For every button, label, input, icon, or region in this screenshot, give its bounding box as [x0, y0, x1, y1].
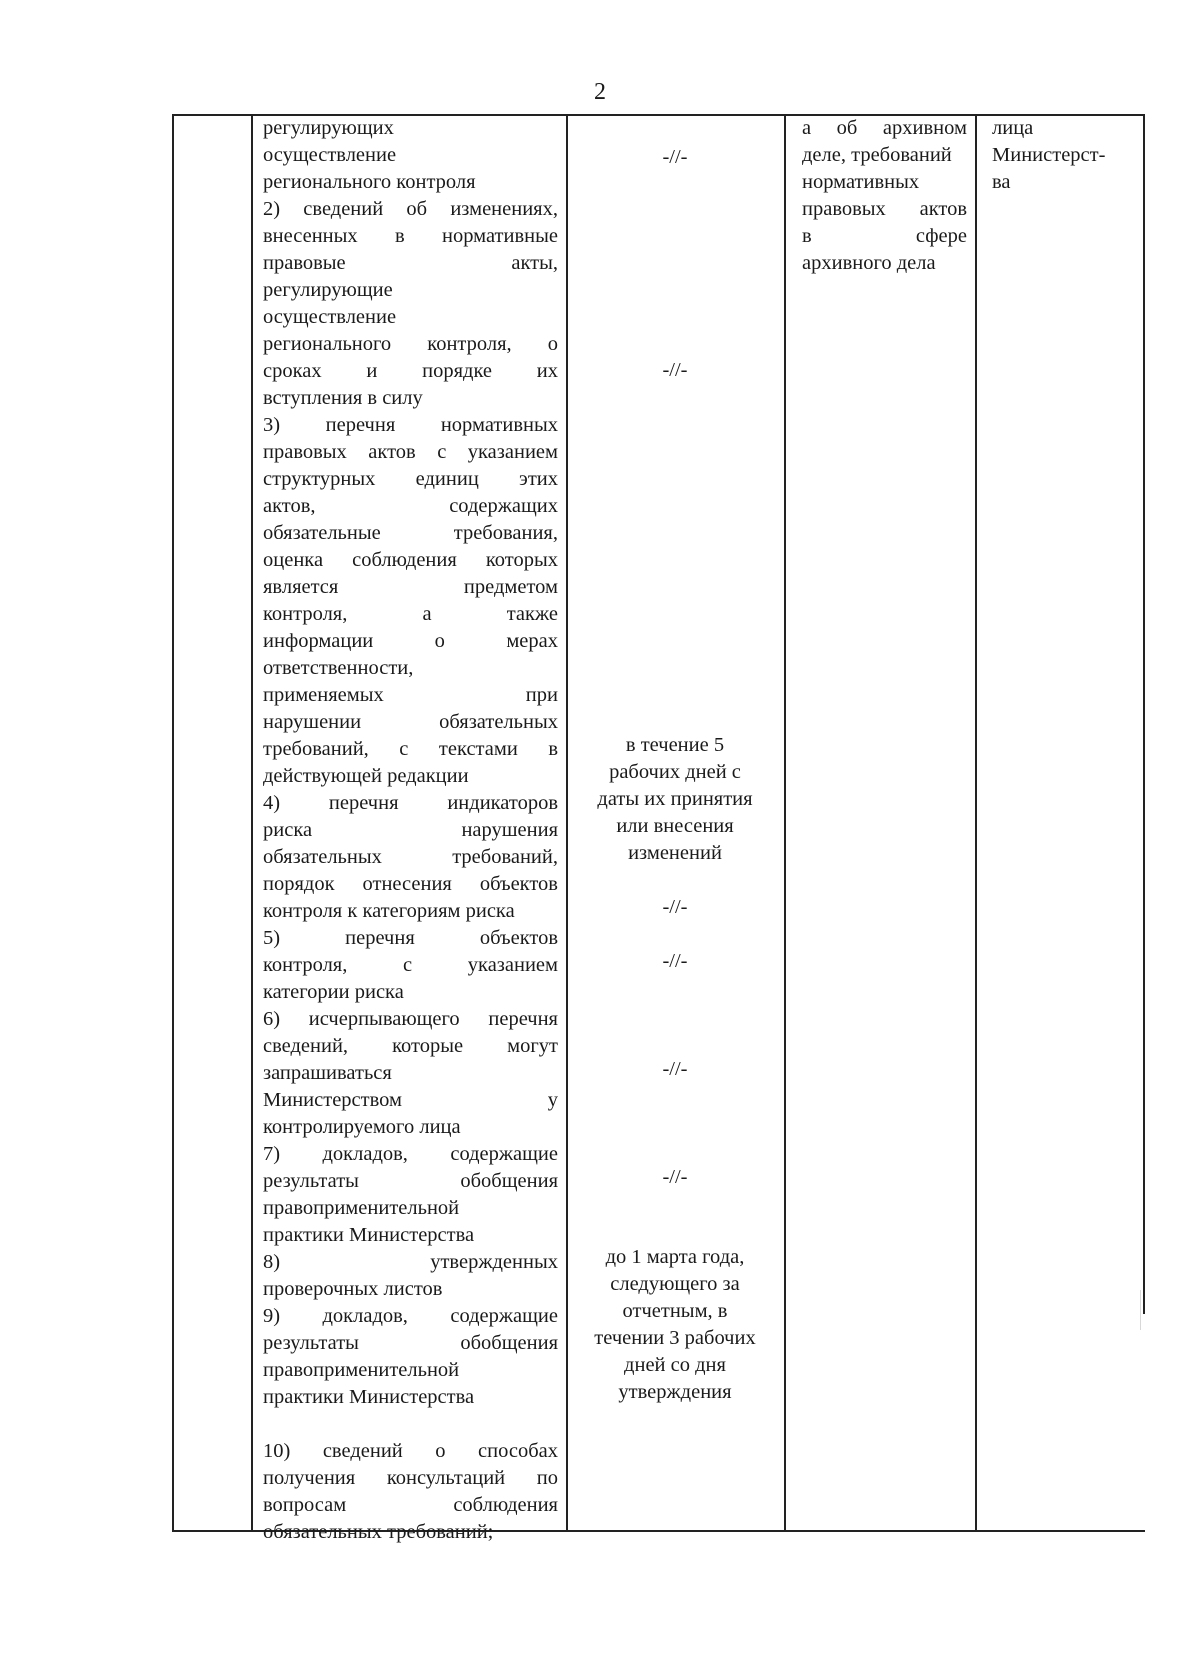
list-line: вопросам соблюдения — [263, 1494, 558, 1516]
list-line: получения консультаций по — [263, 1467, 558, 1489]
list-line: Министерством у — [263, 1089, 558, 1111]
deadline-line: отчетным, в — [622, 1300, 728, 1322]
list-line: правоприменительной — [263, 1359, 460, 1381]
column-4-line: архивного дела — [802, 252, 936, 274]
list-line: осуществление — [263, 144, 397, 166]
deadline-line: в течение 5 — [625, 734, 725, 756]
list-line: 6) исчерпывающего перечня — [263, 1008, 558, 1030]
list-line — [263, 1411, 558, 1438]
ditto-mark: -//- — [662, 359, 688, 381]
deadline-line: до 1 марта года, — [605, 1246, 745, 1268]
list-line: риска нарушения — [263, 819, 558, 841]
list-line: информации о мерах — [263, 630, 558, 652]
list-line: категории риска — [263, 981, 404, 1003]
column-divider-3 — [784, 114, 786, 1531]
deadline-line: или внесения — [616, 815, 734, 837]
list-line: порядок отнесения объектов — [263, 873, 558, 895]
column-5-text — [992, 115, 1137, 196]
list-line: запрашиваться — [263, 1062, 392, 1084]
deadline-line: течении 3 рабочих — [594, 1327, 756, 1349]
list-line: 2) сведений об изменениях, — [263, 198, 558, 220]
list-line: действующей редакции — [263, 765, 469, 787]
column-2-text — [263, 115, 558, 1546]
list-line: обязательных требований, — [263, 846, 558, 868]
list-line: является предметом — [263, 576, 558, 598]
column-divider-4 — [975, 114, 977, 1531]
column-divider-2 — [566, 114, 568, 1531]
deadline-line: даты их принятия — [597, 788, 753, 810]
list-line: регулирующих — [263, 117, 394, 139]
list-line: правовые акты, — [263, 252, 558, 274]
list-line: обязательные требования, — [263, 522, 558, 544]
list-line: 10) сведений о способах — [263, 1440, 558, 1462]
list-line: ответственности, — [263, 657, 414, 679]
column-4-line: правовых актов — [802, 198, 967, 220]
list-line: требований, с текстами в — [263, 738, 558, 760]
list-line: осуществление — [263, 306, 397, 328]
column-5-line: ва — [992, 171, 1011, 193]
ditto-mark: -//- — [662, 1166, 688, 1188]
list-line: проверочных листов — [263, 1278, 443, 1300]
list-line: 9) докладов, содержащие — [263, 1305, 558, 1327]
column-4-line: нормативных — [802, 171, 920, 193]
list-line: контроля, с указанием — [263, 954, 558, 976]
list-line: обязательных требований; — [263, 1521, 494, 1543]
list-line: 7) докладов, содержащие — [263, 1143, 558, 1165]
list-line: 4) перечня индикаторов — [263, 792, 558, 814]
ditto-mark: -//- — [662, 896, 688, 918]
column-divider-1 — [251, 114, 253, 1531]
deadline-line: рабочих дней с — [609, 761, 741, 783]
list-line: сведений, которые могут — [263, 1035, 558, 1057]
column-4-text — [802, 115, 967, 277]
ditto-mark: -//- — [662, 1058, 688, 1080]
deadline-line: следующего за — [610, 1273, 740, 1295]
list-line: 8) утвержденных — [263, 1251, 558, 1273]
column-4-line: а об архивном — [802, 117, 967, 139]
list-line: контролируемого лица — [263, 1116, 461, 1138]
deadline-five-days — [575, 732, 775, 867]
list-line: регионального контроля, о — [263, 333, 558, 355]
list-line: актов, содержащих — [263, 495, 558, 517]
column-5-line: лица — [992, 117, 1034, 139]
ditto-mark: -//- — [662, 146, 688, 168]
list-line: 3) перечня нормативных — [263, 414, 558, 436]
deadline-line: дней со дня — [624, 1354, 726, 1376]
list-line: практики Министерства — [263, 1386, 475, 1408]
deadline-line: изменений — [628, 842, 722, 864]
list-line: нарушении обязательных — [263, 711, 558, 733]
list-line: контроля к категориям риска — [263, 900, 515, 922]
column-4-line: в сфере — [802, 225, 967, 247]
list-line: оценка соблюдения которых — [263, 549, 558, 571]
list-line: практики Министерства — [263, 1224, 475, 1246]
ditto-mark: -//- — [662, 950, 688, 972]
list-line: результаты обобщения — [263, 1170, 558, 1192]
list-line: внесенных в нормативные — [263, 225, 558, 247]
list-line: структурных единиц этих — [263, 468, 558, 490]
table-border-right — [1143, 114, 1145, 1314]
list-line: регулирующие — [263, 279, 393, 301]
list-line: правоприменительной — [263, 1197, 460, 1219]
table-border-left — [172, 114, 174, 1531]
scan-artifact-line — [1140, 1290, 1141, 1330]
list-line: 5) перечня объектов — [263, 927, 558, 949]
list-line: контроля, а также — [263, 603, 558, 625]
list-line: результаты обобщения — [263, 1332, 558, 1354]
list-line: регионального контроля — [263, 171, 476, 193]
column-4-line: деле, требований — [802, 144, 952, 166]
column-5-line: Министерст- — [992, 144, 1106, 166]
list-line: правовых актов с указанием — [263, 441, 558, 463]
deadline-march — [575, 1244, 775, 1406]
list-line: вступления в силу — [263, 387, 423, 409]
deadline-line: утверждения — [618, 1381, 732, 1403]
list-line: сроках и порядке их — [263, 360, 558, 382]
list-line: применяемых при — [263, 684, 558, 706]
page-number: 2 — [594, 79, 606, 105]
